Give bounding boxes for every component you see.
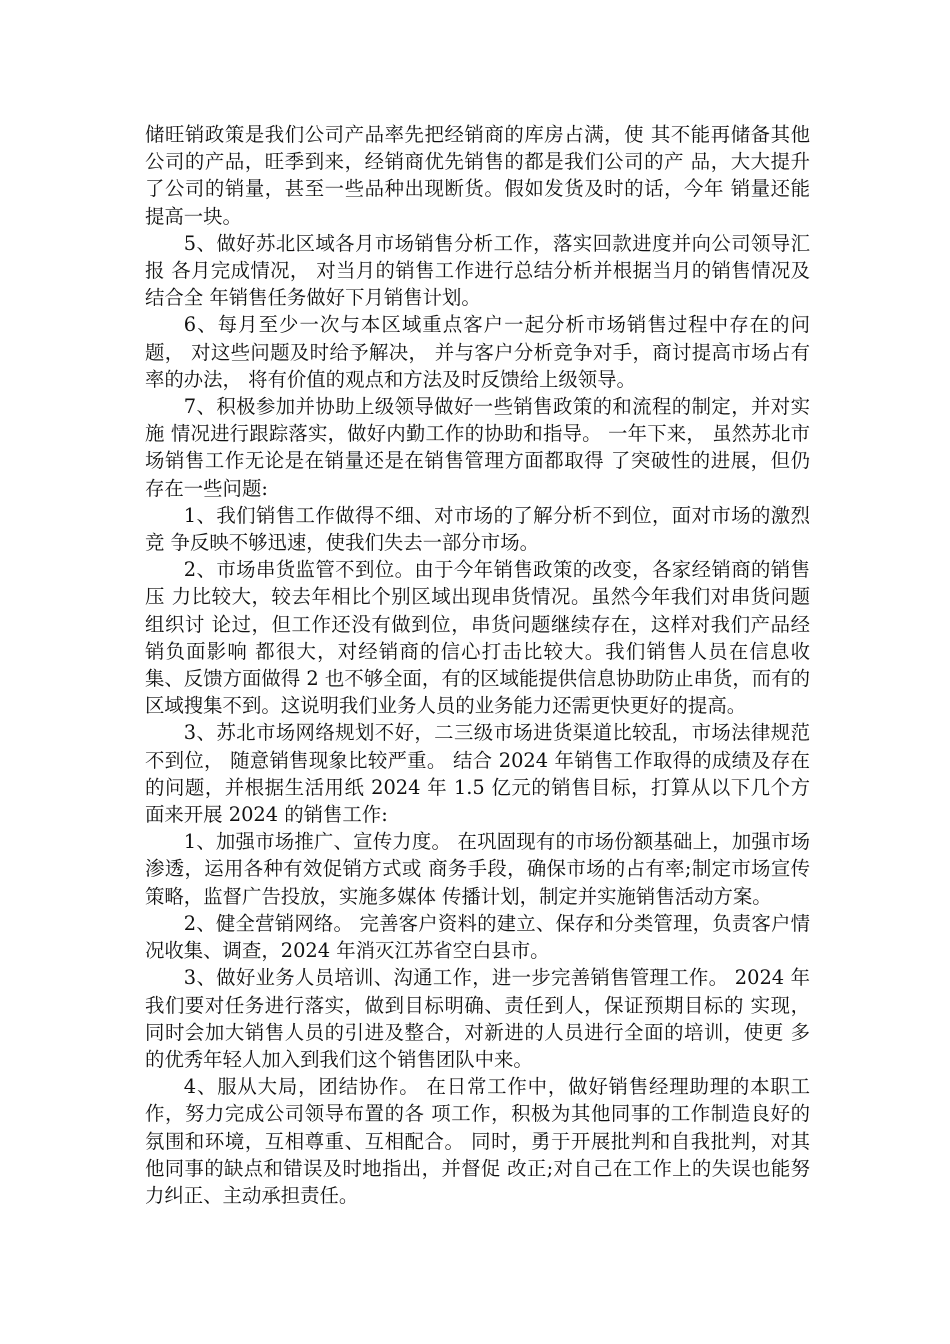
paragraph-item-7: 7、积极参加并协助上级领导做好一些销售政策的和流程的制定，并对实施 情况进行跟踪落实，做好内勤工作的协助和指导。 一年下来， 虽然苏北市场销售工作无论是在销量还是在销售管理方面都取得 了突破性的进展，但仍存在一些问题: bbox=[145, 395, 810, 500]
paragraph-plan-2: 2、健全营销网络。 完善客户资料的建立、保存和分类管理，负责客户情况收集、调查，2024 年消灭江苏省空白县市。 bbox=[145, 911, 810, 963]
paragraph-problem-2: 2、市场串货监管不到位。由于今年销售政策的改变，各家经销商的销售压 力比较大，较去年相比个别区域出现串货情况。虽然今年我们对串货问题组织讨 论过，但工作还没有做到位，串货问题继续存在，这样对我们产品经销负面影响 都很大，对经销商的信心打击比较大。我们销售人员在信息收集、反馈方面做得 2 也不够全面，有的区域能提供信息协助防止串货，而有的区域搜集不到。这说明我们业务人员的业务能力还需更快更好的提高。 bbox=[145, 558, 810, 718]
paragraph-plan-4: 4、服从大局，团结协作。 在日常工作中，做好销售经理助理的本职工作，努力完成公司领导布置的各 项工作，积极为其他同事的工作制造良好的氛围和环境，互相尊重、互相配合。 同时，勇于开展批判和自我批判，对其他同事的缺点和错误及时地指出，并督促 改正;对自己在工作上的失误也能努力纠正、主动承担责任。 bbox=[145, 1075, 810, 1207]
document-body bbox=[145, 121, 810, 1209]
paragraph-continuation: 储旺销政策是我们公司产品率先把经销商的库房占满，使 其不能再储备其他公司的产品，旺季到来，经销商优先销售的都是我们公司的产 品，大大提升了公司的销量，甚至一些品种出现断货。假如发货及时的话，今年 销量还能提高一块。 bbox=[145, 123, 810, 228]
paragraph-plan-3: 3、做好业务人员培训、沟通工作，进一步完善销售管理工作。 2024 年我们要对任务进行落实，做到目标明确、责任到人，保证预期目标的 实现，同时会加大销售人员的引进及整合，对新进的人员进行全面的培训，使更 多的优秀年轻人加入到我们这个销售团队中来。 bbox=[145, 966, 810, 1071]
paragraph-item-6: 6、每月至少一次与本区域重点客户一起分析市场销售过程中存在的问题， 对这些问题及时给予解决， 并与客户分析竞争对手，商讨提高市场占有率的办法， 将有价值的观点和方法及时反馈给上级领导。 bbox=[145, 313, 810, 391]
paragraph-problem-1: 1、我们销售工作做得不细、对市场的了解分析不到位，面对市场的激烈竞 争反映不够迅速，使我们失去一部分市场。 bbox=[145, 503, 810, 555]
paragraph-plan-1: 1、加强市场推广、宣传力度。 在巩固现有的市场份额基础上，加强市场渗透，运用各种有效促销方式或 商务手段，确保市场的占有率;制定市场宣传策略，监督广告投放，实施多媒体 传播计划，制定并实施销售活动方案。 bbox=[145, 830, 810, 908]
paragraph-item-5: 5、做好苏北区域各月市场销售分析工作，落实回款进度并向公司领导汇报 各月完成情况， 对当月的销售工作进行总结分析并根据当月的销售情况及结合全 年销售任务做好下月销售计划。 bbox=[145, 231, 810, 310]
paragraph-problem-3: 3、苏北市场网络规划不好，二三级市场进货渠道比较乱，市场法律规范不到位， 随意销售现象比较严重。 结合 2024 年销售工作取得的成绩及存在的问题，并根据生活用纸 2024 年 1.5 亿元的销售目标，打算从以下几个方面来开展 2024 的销售工作: bbox=[145, 721, 810, 827]
